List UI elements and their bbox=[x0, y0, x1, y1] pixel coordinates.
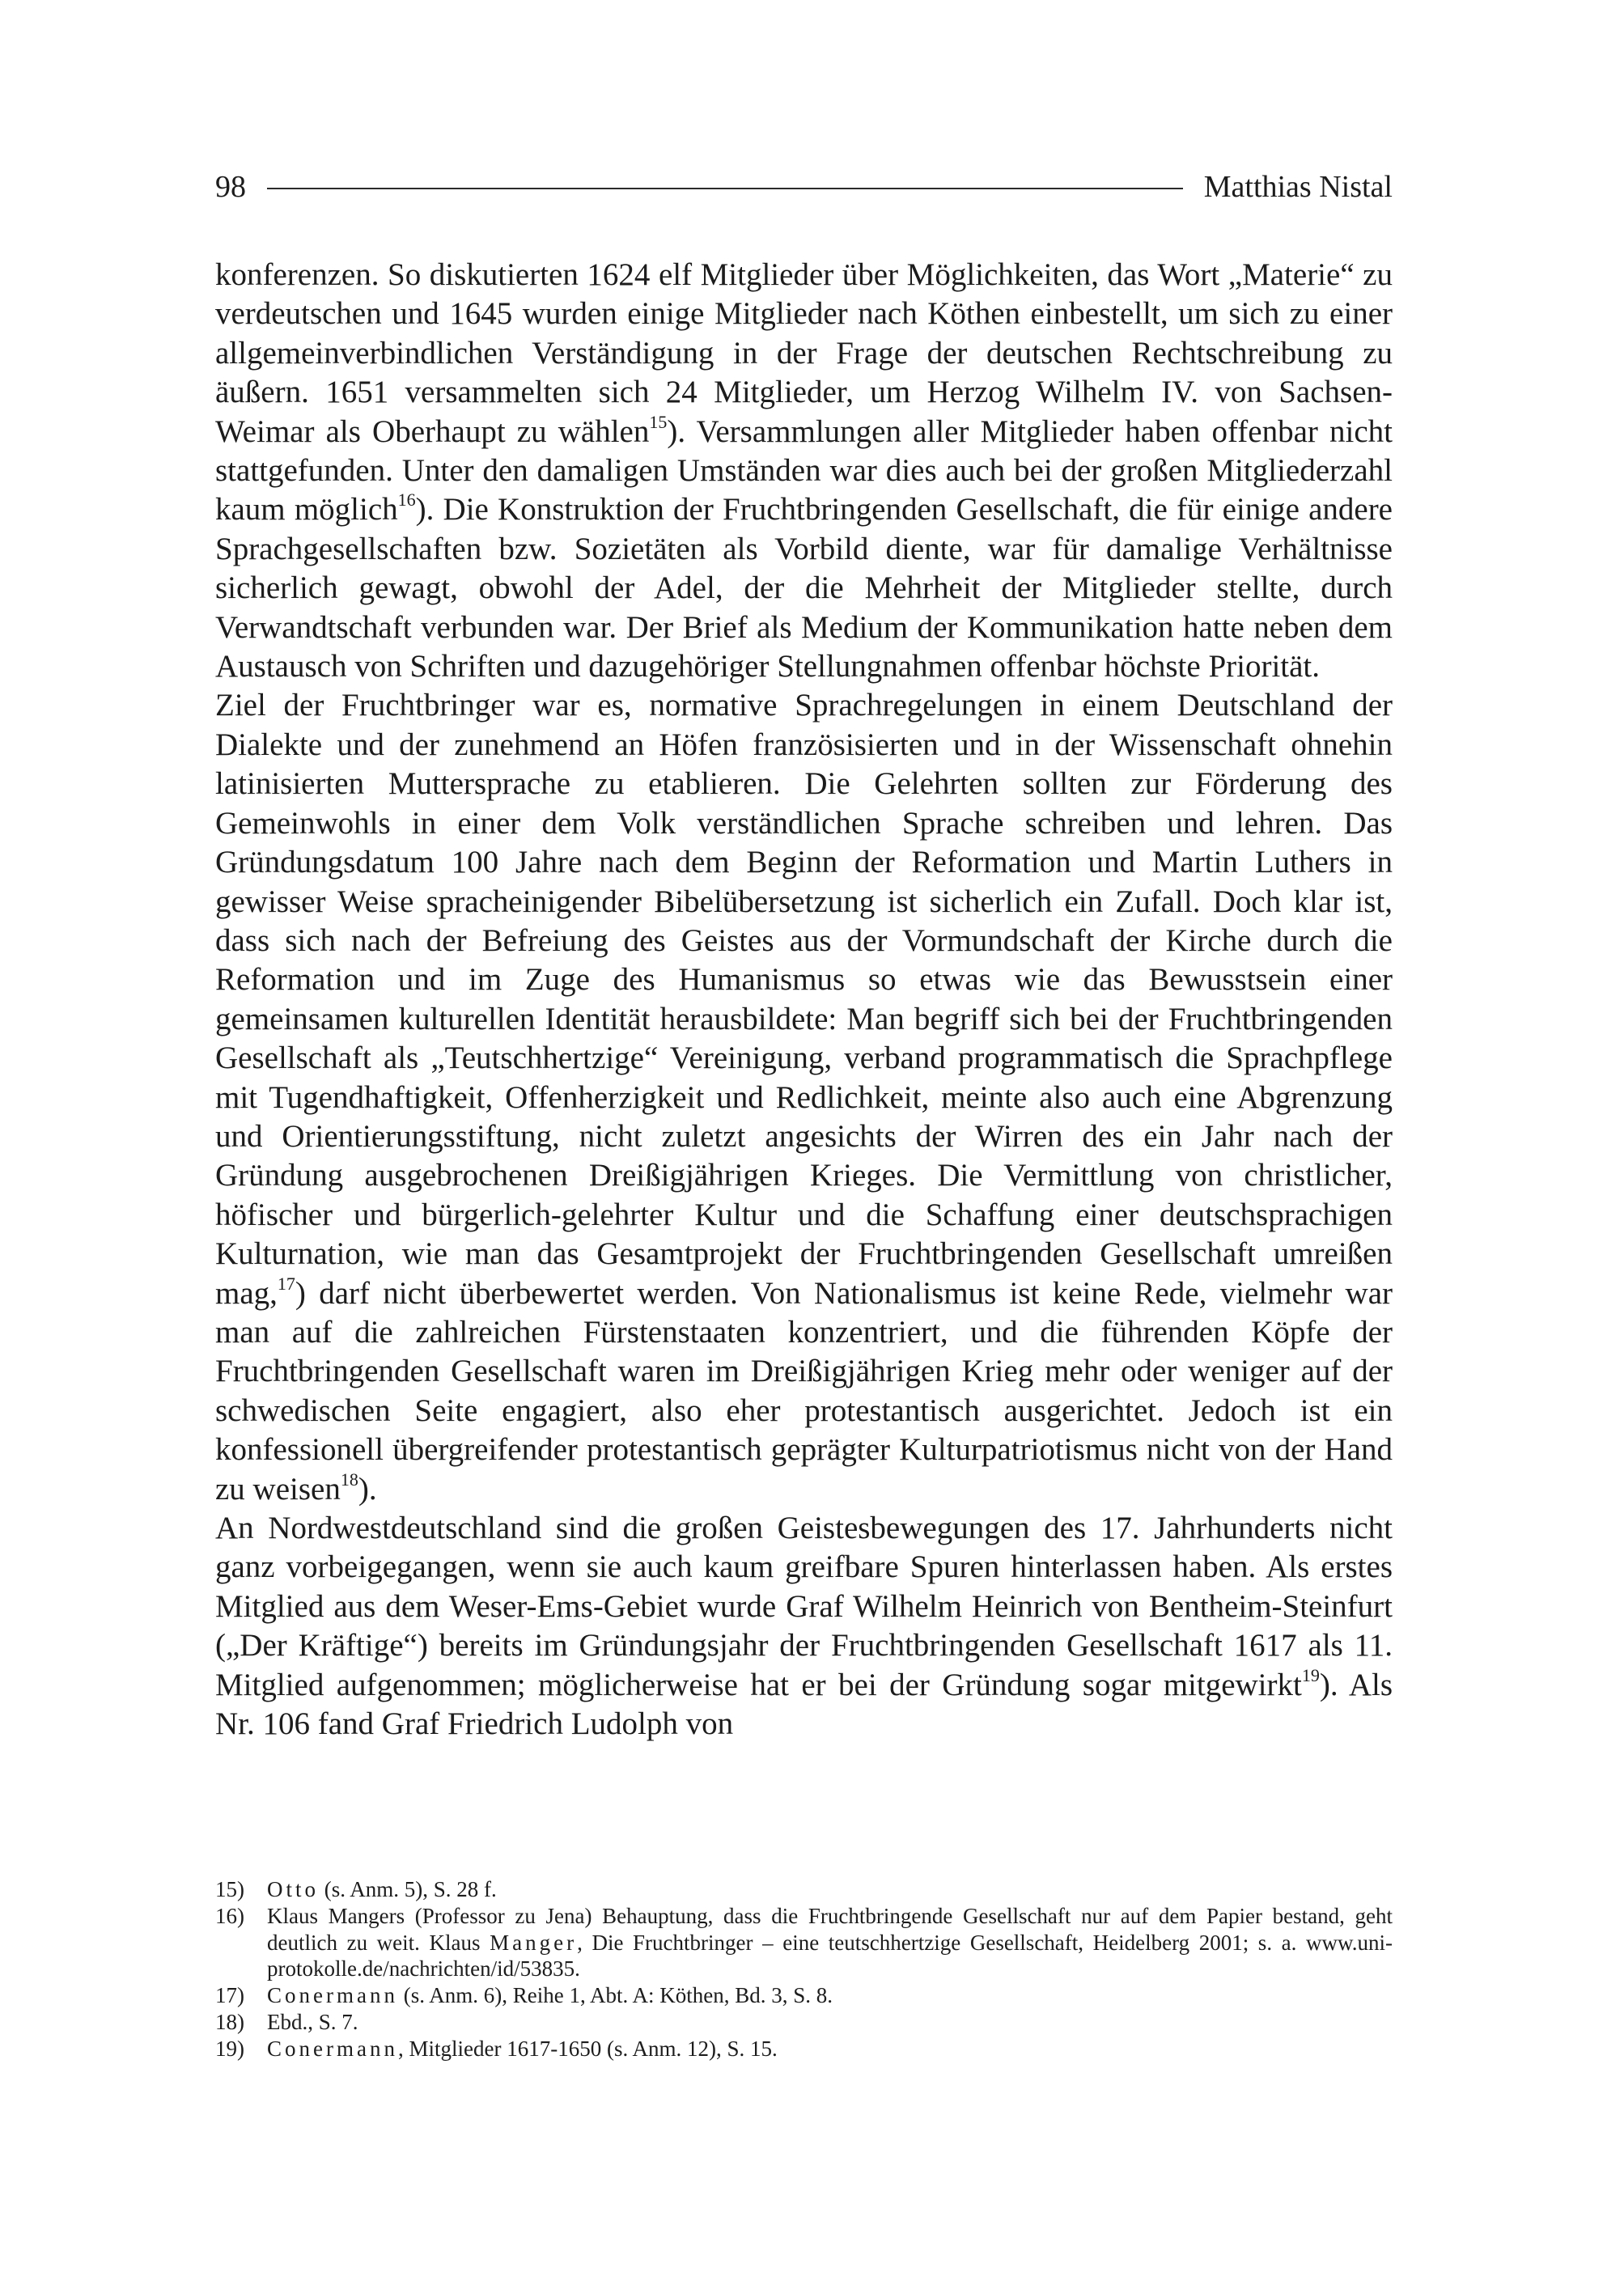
footnote-number: 16) bbox=[215, 1903, 244, 1928]
footnote-number: 18) bbox=[215, 2009, 244, 2034]
footnote-ref: 17 bbox=[277, 1273, 295, 1294]
footnote-15 bbox=[215, 1876, 1393, 1903]
paragraph-text: Ziel der Fruchtbringer war es, normative Sprachregelungen in einem Deutschland der Dialekte und der zunehmend an Höfen französisierten und in der Wissenschaft ohnehin latinisierten Muttersprache zu etablieren. Die Gelehrten sollten zur Förderung des Gemeinwohls in einer dem Volk verständlichen Sprache schreiben und lehren. Das Gründungsdatum 100 Jahre nach dem Beginn der Reformation und Martin Luthers in gewisser Weise spracheinigender Bibelübersetzung ist sicherlich ein Zufall. Doch klar ist, dass sich nach der Befreiung des Geistes aus der Vormundschaft der Kirche durch die Reformation und im Zuge des Humanismus so etwas wie das Bewusstsein einer gemeinsamen kulturellen Identität herausbildete: Man begriff sich bei der Fruchtbringenden Gesellschaft als „Teutschhertzige“ Vereinigung, verband programmatisch die Sprachpflege mit Tugendhaftigkeit, Offenherzigkeit und Redlichkeit, meinte also auch eine Abgrenzung und Orientierungsstiftung, nicht zuletzt angesichts der Wirren des ein Jahr nach der Gründung ausgebrochenen Dreißigjährigen Krieges. Die Vermittlung von christlicher, höfischer und bürgerlich-gelehrter Kultur und die Schaffung einer deutschsprachigen Kulturnation, wie man das Gesamtprojekt der Fruchtbringenden Gesellschaft umreißen mag, bbox=[215, 688, 1393, 1311]
page-number: 98 bbox=[215, 170, 246, 204]
footnote-17 bbox=[215, 1982, 1393, 2009]
paragraph-3 bbox=[215, 1509, 1393, 1744]
footnote-ref: 18 bbox=[340, 1469, 358, 1490]
page bbox=[215, 0, 1393, 2293]
footnote-author: Conermann bbox=[267, 1983, 398, 2008]
footnote-text bbox=[267, 2009, 1393, 2036]
paragraph-text: ). Die Konstruktion der Fruchtbringenden Gesellschaft, die für einige andere Sprachgesellschaften bzw. Sozietäten als Vorbild diente, war für damalige Verhältnisse sicherlich gewagt, obwohl der Adel, der die Mehrheit der Mitglieder stellte, durch Verwandtschaft verbunden war. Der Brief als Medium der Kommunikation hatte neben dem Austausch von Schriften und dazugehöriger Stellungnahmen offenbar höchste Priorität. bbox=[215, 492, 1393, 685]
body-text bbox=[215, 256, 1393, 1744]
footnote-body: (s. Anm. 5), S. 28 f. bbox=[319, 1877, 497, 1901]
footnote-body: , Die Fruchtbringer – eine teutschhertzige Gesellschaft, Heidelberg 2001; s. a. www.uni-protokolle.de/nachrichten/id/53835. bbox=[267, 1930, 1393, 1981]
paragraph-text: ). Versammlungen aller Mitglieder haben offenbar nicht stattgefunden. Unter den damaligen Umständen war dies auch bei der großen Mitgliederzahl kaum möglich bbox=[215, 413, 1393, 528]
running-head-author: Matthias Nistal bbox=[1203, 170, 1393, 204]
running-head bbox=[215, 162, 1393, 212]
footnote-text bbox=[267, 2036, 1393, 2062]
footnote-body: Klaus Mangers (Professor zu Jena) Behauptung, dass die Fruchtbringende Gesellschaft nur auf dem Papier bestand, geht deutlich zu weit. Klaus bbox=[267, 1903, 1393, 1955]
footnote-author: Conermann bbox=[267, 2036, 398, 2061]
footnote-ref: 15 bbox=[649, 411, 668, 432]
paragraph-text: ). bbox=[358, 1471, 377, 1507]
footnote-body: (s. Anm. 6), Reihe 1, Abt. A: Köthen, Bd. 3, S. 8. bbox=[397, 1983, 833, 2008]
footnote-16 bbox=[215, 1903, 1393, 1982]
footnote-text bbox=[267, 1903, 1393, 1982]
footnote-text bbox=[267, 1876, 1393, 1903]
paragraph-1 bbox=[215, 256, 1393, 686]
footnote-number: 19) bbox=[215, 2036, 244, 2061]
footnotes bbox=[215, 1876, 1393, 2062]
header-rule bbox=[267, 188, 1183, 189]
paragraph-text: konferenzen. So diskutierten 1624 elf Mitglieder über Möglichkeiten, das Wort „Materie“ zu verdeutschen und 1645 wurden einige Mitglieder nach Köthen einbestellt, um sich zu einer allgemeinverbindlichen Verständigung in der Frage der deutschen Rechtschreibung zu äußern. 1651 versammelten sich 24 Mitglieder, um Herzog Wilhelm IV. von Sachsen-Weimar als Oberhaupt zu wählen bbox=[215, 257, 1393, 449]
footnote-body: Ebd., S. 7. bbox=[267, 2009, 358, 2034]
footnote-ref: 19 bbox=[1301, 1664, 1320, 1685]
footnote-ref: 16 bbox=[397, 490, 416, 511]
footnote-number: 15) bbox=[215, 1877, 244, 1901]
paragraph-text: An Nordwestdeutschland sind die großen Geistesbewegungen des 17. Jahrhunderts nicht ganz vorbeigegangen, wenn sie auch kaum greifbare Spuren hinterlassen haben. Als erstes Mitglied aus dem Weser-Ems-Gebiet wurde Graf Wilhelm Heinrich von Bentheim-Steinfurt („Der Kräftige“) bereits im Gründungsjahr der Fruchtbringenden Gesellschaft 1617 als 11. Mitglied aufgenommen; möglicherweise hat er bei der Gründung sogar mitgewirkt bbox=[215, 1511, 1393, 1702]
footnote-18 bbox=[215, 2009, 1393, 2036]
paragraph-2 bbox=[215, 686, 1393, 1509]
paragraph-text: ). Als Nr. 106 fand Graf Friedrich Ludolph von bbox=[215, 1667, 1393, 1742]
footnote-text bbox=[267, 1982, 1393, 2009]
footnote-body: , Mitglieder 1617-1650 (s. Anm. 12), S. 15. bbox=[397, 2036, 778, 2061]
footnote-number: 17) bbox=[215, 1983, 244, 2008]
footnote-19 bbox=[215, 2036, 1393, 2062]
footnote-author: Otto bbox=[267, 1877, 320, 1901]
paragraph-text: ) darf nicht überbewertet werden. Von Nationalismus ist keine Rede, vielmehr war man auf die zahlreichen Fürstenstaaten konzentriert, und die führenden Köpfe der Fruchtbringenden Gesellschaft waren im Dreißigjährigen Krieg mehr oder weniger auf der schwedischen Seite engagiert, also eher protestantisch ausgerichtet. Jedoch ist ein konfessionell übergreifender protestantisch geprägter Kulturpatriotismus nicht von der Hand zu weisen bbox=[215, 1275, 1393, 1507]
footnote-author: Manger bbox=[490, 1930, 578, 1955]
